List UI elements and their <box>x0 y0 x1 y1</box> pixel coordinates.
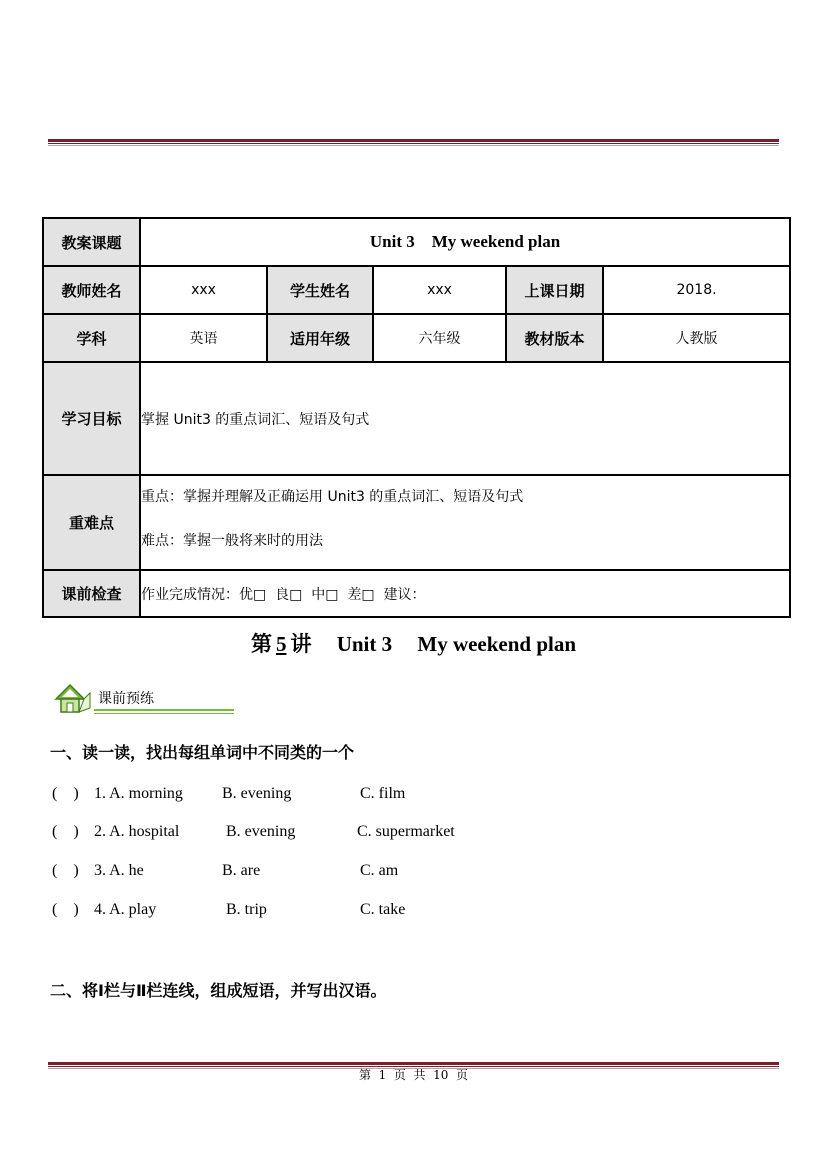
student-value: xxx <box>373 266 506 314</box>
option-c: C. film <box>360 785 406 802</box>
option-c: C. am <box>360 862 399 879</box>
option-a: 2. A. hospital <box>94 823 180 840</box>
lesson-title <box>0 628 827 658</box>
grade-label: 适用年级 <box>267 314 373 362</box>
house-icon <box>54 682 96 716</box>
answer-bracket[interactable]: ( ) <box>52 785 79 802</box>
grade-value: 六年级 <box>373 314 506 362</box>
topic-label: 教案课题 <box>43 218 140 266</box>
option-b: B. are <box>222 862 261 879</box>
exercise-heading-2: 二、将Ⅰ栏与Ⅱ栏连线，组成短语，并写出汉语。 <box>50 981 387 1000</box>
section-badge <box>54 682 184 714</box>
option-b: B. trip <box>226 901 267 918</box>
key-label: 重难点 <box>43 475 140 570</box>
question-row <box>52 862 752 884</box>
exercise-heading-1: 一、读一读，找出每组单词中不同类的一个 <box>50 743 355 762</box>
option-a: 4. A. play <box>94 901 157 918</box>
difficult-point: 难点：掌握一般将来时的用法 <box>141 533 323 549</box>
teacher-value: xxx <box>140 266 267 314</box>
question-row <box>52 823 752 845</box>
subject-label: 学科 <box>43 314 140 362</box>
option-b: B. evening <box>226 823 296 840</box>
check-value: 作业完成情况：优□ 良□ 中□ 差□ 建议： <box>140 570 790 617</box>
subject-value: 英语 <box>140 314 267 362</box>
question-row <box>52 901 752 923</box>
edition-label: 教材版本 <box>506 314 603 362</box>
answer-bracket[interactable]: ( ) <box>52 862 79 879</box>
question-row <box>52 785 752 807</box>
lesson-info-table <box>42 217 791 618</box>
topic-value: Unit 3 My weekend plan <box>140 218 790 266</box>
answer-bracket[interactable]: ( ) <box>52 823 79 840</box>
option-a: 3. A. he <box>94 862 144 879</box>
edition-value: 人教版 <box>603 314 790 362</box>
lesson-name: My weekend plan <box>417 632 577 656</box>
teacher-label: 教师姓名 <box>43 266 140 314</box>
student-label: 学生姓名 <box>267 266 373 314</box>
goal-value: 掌握 Unit3 的重点词汇、短语及句式 <box>140 362 790 475</box>
lesson-unit: Unit 3 <box>336 632 393 656</box>
goal-label: 学习目标 <box>43 362 140 475</box>
lesson-number: 5 <box>275 632 287 656</box>
lesson-suffix: 讲 <box>290 632 312 656</box>
option-a: 1. A. morning <box>94 785 183 802</box>
date-value: 2018. <box>603 266 790 314</box>
key-difficulty-cell <box>140 475 790 570</box>
header-rule <box>48 139 779 146</box>
option-b: B. evening <box>222 785 292 802</box>
check-label: 课前检查 <box>43 570 140 617</box>
option-c: C. supermarket <box>357 823 455 840</box>
date-label: 上课日期 <box>506 266 603 314</box>
key-point: 重点：掌握并理解及正确运用 Unit3 的重点词汇、短语及句式 <box>141 489 524 505</box>
page-footer: 第 1 页 共 10 页 <box>358 1068 469 1082</box>
section-badge-label: 课前预练 <box>98 691 154 707</box>
option-c: C. take <box>360 901 406 918</box>
answer-bracket[interactable]: ( ) <box>52 901 79 918</box>
lesson-prefix: 第 <box>250 632 272 656</box>
